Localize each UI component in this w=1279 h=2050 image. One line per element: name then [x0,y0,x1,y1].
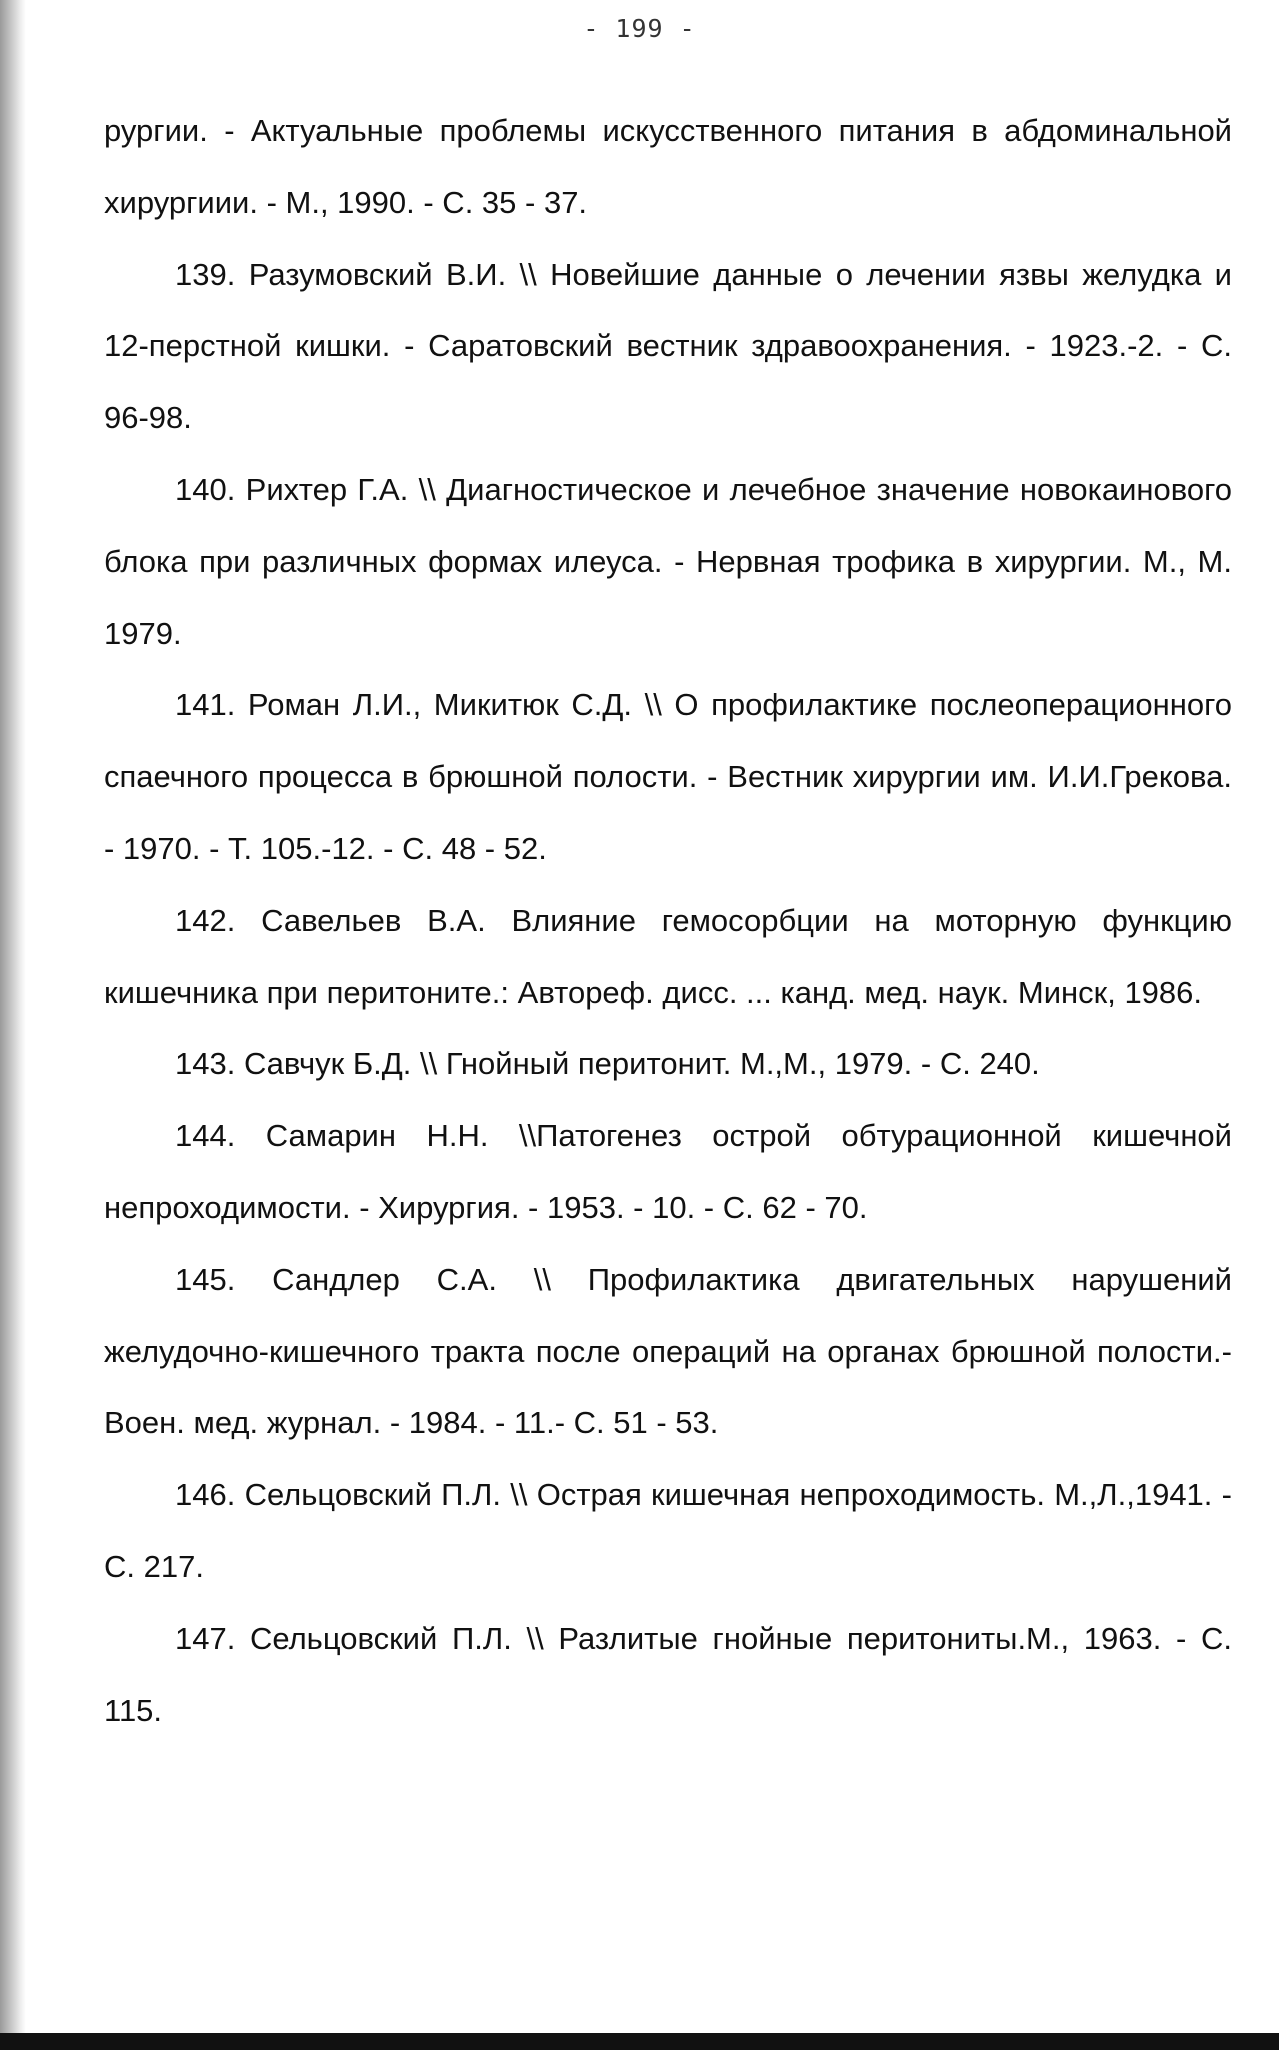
reference-145: 145. Сандлер С.А. \\ Профилактика двигательных нарушений желудочно-кишечного тракта после операций на органах брюшной полости.- Воен. мед. журнал. - 1984. - 11.- С. 51 - 53. [104,1261,1232,1441]
reference-continuation-text: ургии. - Актуальные проблемы искусственного питания в абдоминальной хирургиии. - М., 1990. - С. 35 - 37. [104,113,1232,220]
reference-147: 147. Сельцовский П.Л. \\ Разлитые гнойные перитониты.М., 1963. - С. 115. [104,1620,1232,1728]
scan-bottom-edge [0,2033,1279,2050]
reference-continuation [104,95,1232,239]
reference-141: 141. Роман Л.И., Микитюк С.Д. \\ О профилактике послеоперационного спаечного процесса в брюшной полости. - Вестник хирургии им. И.И.Грекова. - 1970. - Т. 105.-12. - С. 48 - 52. [104,687,1232,866]
reference-144: 144. Самарин Н.Н. \\Патогенез острой обтурационной кишечной непроходимости. - Хирургия. - 1953. - 10. - С. 62 - 70. [104,1118,1232,1225]
page-number: - 199 - [583,14,696,43]
reference-142: 142. Савельев В.А. Влияние гемосорбции на моторную функцию кишечника при перитоните.: Автореф. дисс. ... канд. мед. наук. Минск, 1986. [104,902,1232,1010]
reference-139: 139. Разумовский В.И. \\ Новейшие данные о лечении язвы желудка и 12-перстной кишки. - Саратовский вестник здравоохранения. - 1923.-2. - С. 96-98. [104,256,1232,436]
reference-143: 143. Савчук Б.Д. \\ Гнойный перитонит. М.,М., 1979. - С. 240. [175,1046,1040,1082]
scan-edge-shadow [0,0,26,2050]
reference-146: 146. Сельцовский П.Л. \\ Острая кишечная непроходимость. М.,Л.,1941. - С. 217. [104,1477,1232,1584]
reference-140: 140. Рихтер Г.А. \\ Диагностическое и лечебное значение новокаинового блока при различных формах илеуса. - Нервная трофика в хирургии. М., М. 1979. [104,471,1232,651]
reference-continuation-prefix: р [104,113,121,148]
reference-list [104,95,1232,1746]
